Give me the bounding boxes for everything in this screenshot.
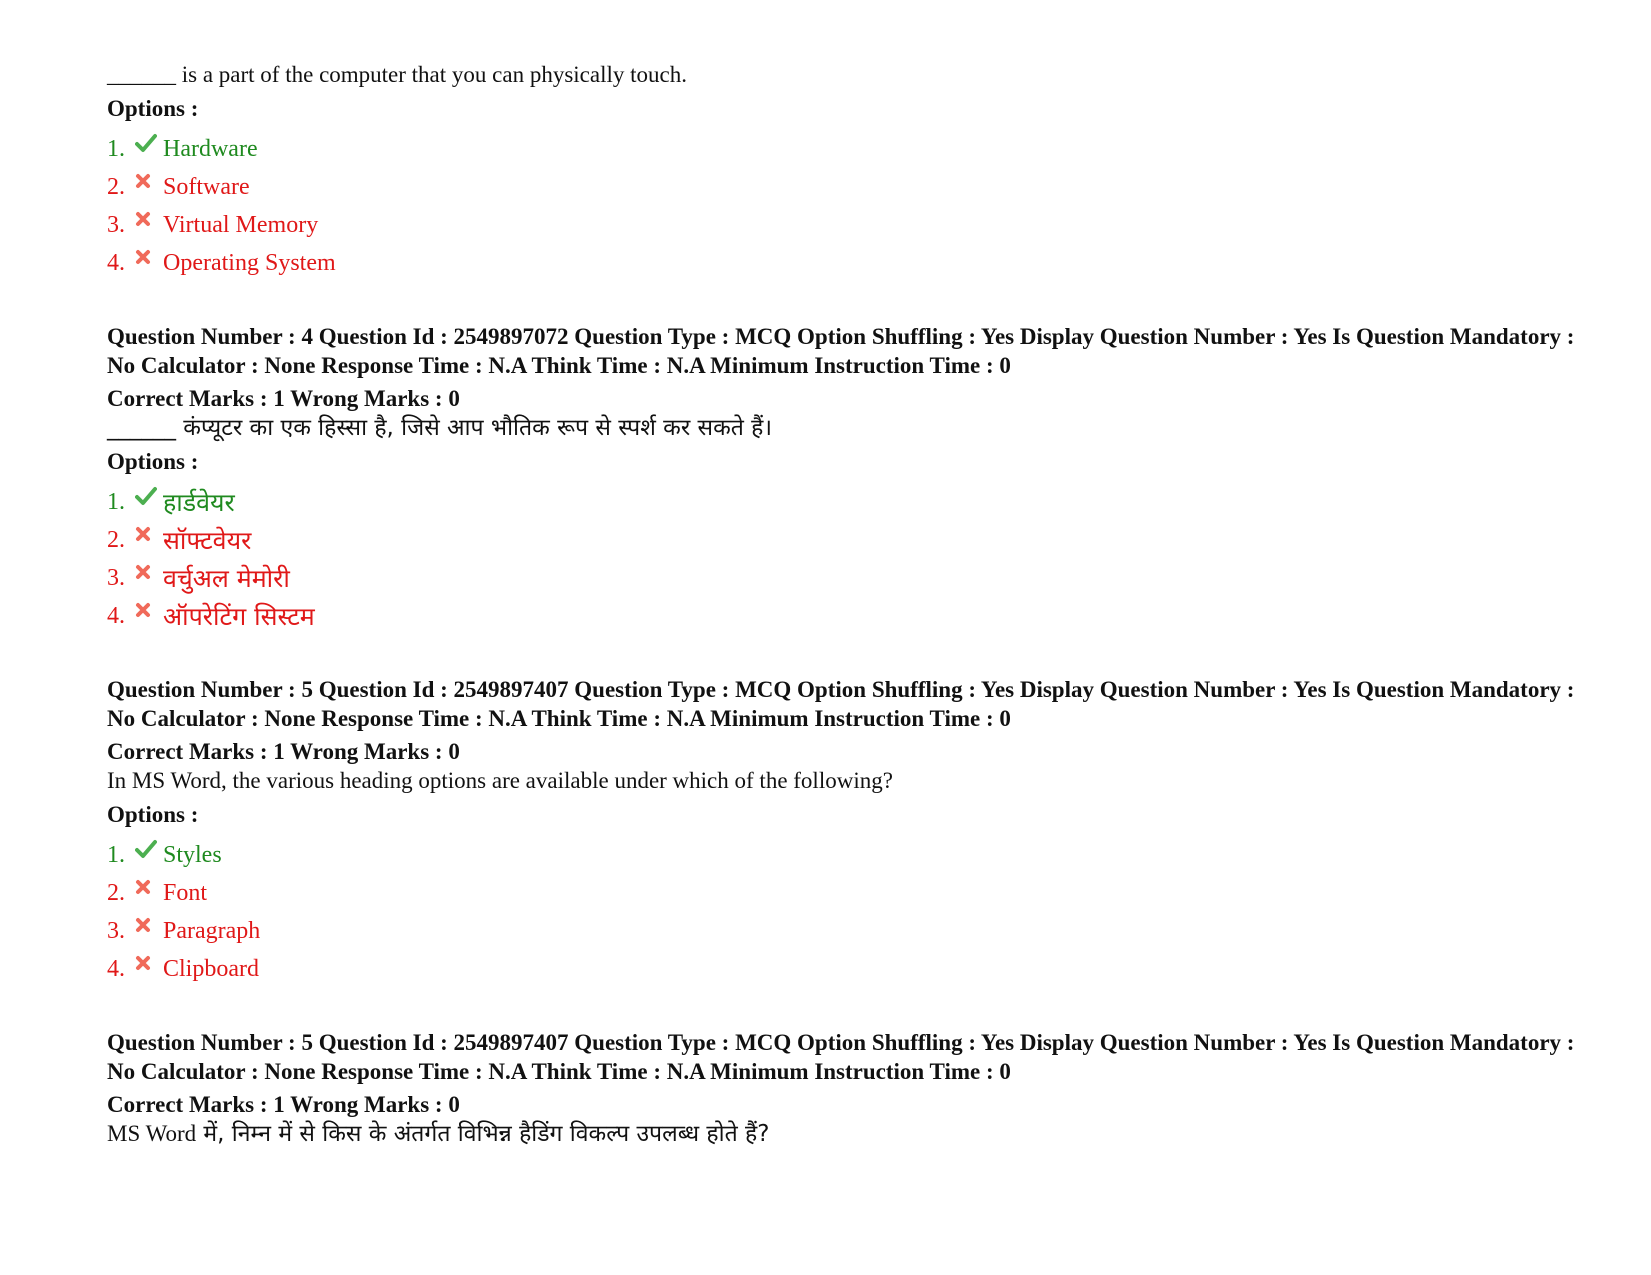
question-text: ______ is a part of the computer that you can physically touch. xyxy=(107,62,687,87)
options-label: Options : xyxy=(107,96,199,121)
option-1 xyxy=(107,130,1607,168)
question-5 xyxy=(107,675,1607,988)
option-1 xyxy=(107,836,1607,874)
cross-icon xyxy=(135,168,161,194)
option-3 xyxy=(107,912,1607,950)
option-number: 3. xyxy=(107,564,125,591)
question-marks: Correct Marks : 1 Wrong Marks : 0 xyxy=(107,386,460,411)
option-number: 4. xyxy=(107,955,125,982)
cross-icon xyxy=(135,597,161,623)
question-text xyxy=(107,1119,1607,1149)
options-label: Options : xyxy=(107,802,199,827)
option-text: Font xyxy=(163,879,208,906)
question-marks: Correct Marks : 1 Wrong Marks : 0 xyxy=(107,1092,460,1117)
cross-icon xyxy=(135,874,161,900)
check-icon xyxy=(135,836,161,862)
options-label: Options : xyxy=(107,449,199,474)
check-icon xyxy=(135,483,161,509)
option-number: 1. xyxy=(107,841,125,868)
option-2 xyxy=(107,874,1607,912)
option-number: 4. xyxy=(107,249,125,276)
option-text: Paragraph xyxy=(163,917,261,944)
option-3 xyxy=(107,559,1607,597)
option-number: 2. xyxy=(107,526,125,553)
option-number: 1. xyxy=(107,488,125,515)
option-text: सॉफ्टवेयर xyxy=(163,526,252,555)
option-number: 2. xyxy=(107,173,125,200)
option-2 xyxy=(107,168,1607,206)
option-4 xyxy=(107,244,1607,282)
cross-icon xyxy=(135,912,161,938)
question-paper-page xyxy=(107,60,1607,1149)
cross-icon xyxy=(135,950,161,976)
cross-icon xyxy=(135,206,161,232)
option-text: ऑपरेटिंग सिस्टम xyxy=(163,602,315,631)
option-text: Hardware xyxy=(163,135,258,162)
option-number: 3. xyxy=(107,917,125,944)
question-text-devanagari: में, निम्न में से किस के अंतर्गत विभिन्न हैडिंग विकल्प उपलब्ध होते हैं? xyxy=(196,1121,770,1147)
cross-icon xyxy=(135,244,161,270)
option-text: हार्डवेयर xyxy=(163,488,235,517)
option-number: 1. xyxy=(107,135,125,162)
question-text: ______ कंप्यूटर का एक हिस्सा है, जिसे आप भौतिक रूप से स्पर्श कर सकते हैं। xyxy=(107,415,773,441)
question-text-latin: MS Word xyxy=(107,1121,197,1146)
cross-icon xyxy=(135,559,161,585)
question-marks: Correct Marks : 1 Wrong Marks : 0 xyxy=(107,739,460,764)
question-4 xyxy=(107,322,1607,635)
option-1 xyxy=(107,483,1607,521)
cross-icon xyxy=(135,521,161,547)
option-number: 4. xyxy=(107,602,125,629)
question-meta: Question Number : 5 Question Id : 2549897407 Question Type : MCQ Option Shuffling : Yes Display Question Number : Yes Is Question Mandatory : No Calculator : None Response Time : N.A Think Time : N.A Minimum Instruction Time : 0 xyxy=(107,677,1575,731)
option-number: 2. xyxy=(107,879,125,906)
question-meta: Question Number : 4 Question Id : 2549897072 Question Type : MCQ Option Shuffling : Yes Display Question Number : Yes Is Question Mandatory : No Calculator : None Response Time : N.A Think Time : N.A Minimum Instruction Time : 0 xyxy=(107,324,1575,378)
question-5-hindi xyxy=(107,1028,1607,1149)
option-text: Clipboard xyxy=(163,955,259,982)
option-text: Virtual Memory xyxy=(163,211,319,238)
option-text: Software xyxy=(163,173,250,200)
option-4 xyxy=(107,950,1607,988)
option-2 xyxy=(107,521,1607,559)
option-text: Styles xyxy=(163,841,222,868)
question-text: In MS Word, the various heading options are available under which of the following? xyxy=(107,768,893,793)
option-text: वर्चुअल मेमोरी xyxy=(163,564,290,593)
question-3-tail xyxy=(107,60,1607,282)
check-icon xyxy=(135,130,161,156)
option-4 xyxy=(107,597,1607,635)
option-number: 3. xyxy=(107,211,125,238)
option-text: Operating System xyxy=(163,249,336,276)
option-3 xyxy=(107,206,1607,244)
question-meta: Question Number : 5 Question Id : 2549897407 Question Type : MCQ Option Shuffling : Yes Display Question Number : Yes Is Question Mandatory : No Calculator : None Response Time : N.A Think Time : N.A Minimum Instruction Time : 0 xyxy=(107,1030,1575,1084)
